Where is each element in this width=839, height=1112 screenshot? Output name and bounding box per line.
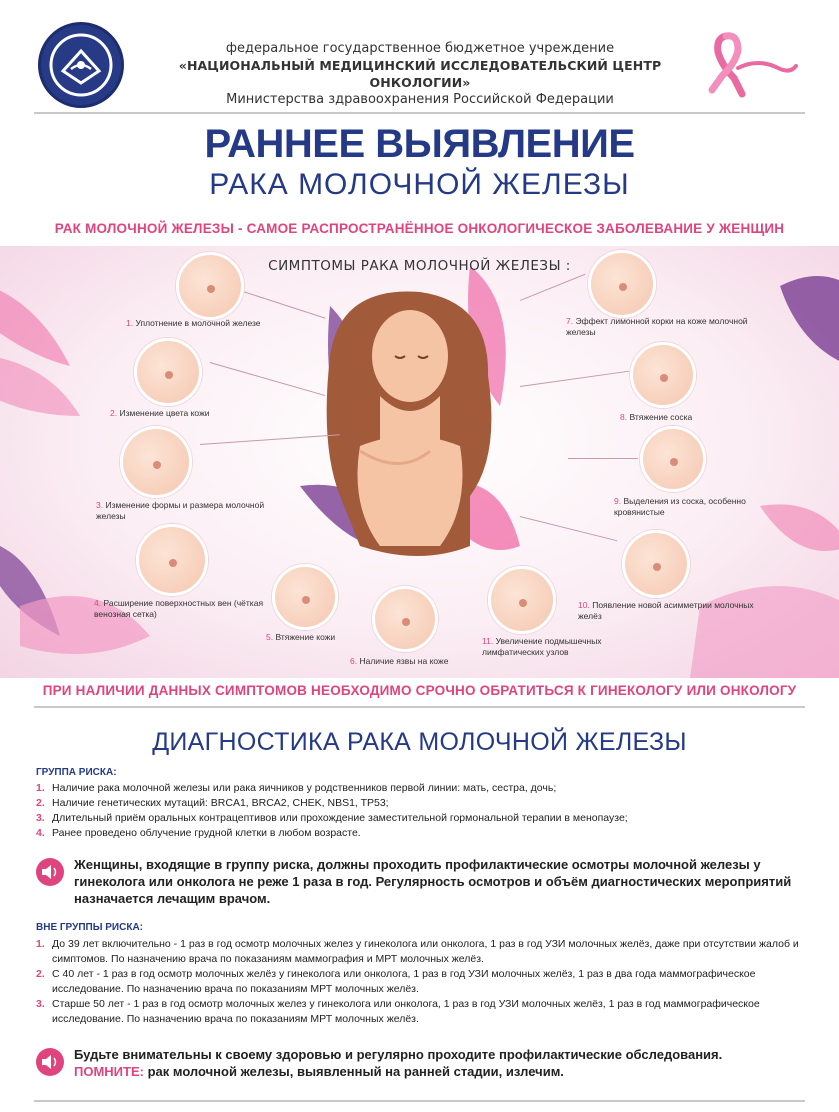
reminder-line2 (74, 1063, 804, 1080)
symptom-label-6: 6. Наличие язвы на коже (350, 656, 449, 666)
institution-logo-icon (38, 22, 124, 108)
symptoms-infographic (0, 246, 839, 678)
connector (568, 458, 638, 459)
risk-group-list (36, 781, 816, 841)
symptom-label-4: 4. Расширение поверхностных вен (чёткая венозная сетка) (94, 598, 264, 619)
footer-divider (34, 1100, 805, 1102)
symptom-label-7: 7. Эффект лимонной корки на коже молочной железы (566, 316, 748, 337)
speaker-icon (36, 858, 64, 886)
banner-bottom: ПРИ НАЛИЧИИ ДАННЫХ СИМПТОМОВ НЕОБХОДИМО СРОЧНО ОБРАТИТЬСЯ К ГИНЕКОЛОГУ ИЛИ ОНКОЛОГУ (42, 683, 797, 698)
reminder-callout-text (74, 1046, 804, 1080)
page-title: РАННЕЕ ВЫЯВЛЕНИЕ (204, 122, 635, 166)
symptoms-title: СИМПТОМЫ РАКА МОЛОЧНОЙ ЖЕЛЕЗЫ : (268, 258, 571, 274)
list-item: 1. До 39 лет включительно - 1 раз в год осмотр молочных желез у гинеколога или онколога, 1 раз в год УЗИ молочных желёз, даже при отсутствии жалоб и симптомов. По назначению врача по показаниям маммография и МРТ молочных желёз. (36, 938, 799, 965)
risk-group-heading: ГРУППА РИСКА: (36, 767, 117, 778)
symptom-image-5 (272, 564, 338, 630)
page-subtitle: РАКА МОЛОЧНОЙ ЖЕЛЕЗЫ (209, 168, 630, 201)
symptom-image-3 (120, 426, 192, 498)
institution-name (140, 40, 700, 108)
symptom-image-11 (488, 566, 556, 634)
list-item: 1. Наличие рака молочной железы или рака яичников у родственников первой линии: мать, сестра, дочь; (36, 782, 557, 794)
remember-label: ПОМНИТЕ: (74, 1064, 144, 1079)
reminder-callout (36, 1046, 806, 1090)
risk-group-callout (36, 856, 806, 912)
symptom-label-1: 1. Уплотнение в молочной железе (126, 318, 261, 328)
symptom-label-11: 11. Увеличение подмышечных лимфатических узлов (482, 636, 602, 657)
outside-group-heading: ВНЕ ГРУППЫ РИСКА: (36, 922, 143, 933)
diagnostics-title: ДИАГНОСТИКА РАКА МОЛОЧНОЙ ЖЕЛЕЗЫ (152, 728, 687, 756)
symptom-label-8: 8. Втяжение соска (620, 412, 693, 422)
symptom-label-10: 10. Появление новой асимметрии молочных желёз (578, 600, 754, 621)
list-item: 4. Ранее проведено облучение грудной клетки в любом возрасте. (36, 827, 361, 839)
symptom-image-10 (622, 530, 690, 598)
list-item: 2. Наличие генетических мутаций: BRCA1, BRCA2, CHEK, NBS1, TP53; (36, 797, 389, 809)
symptom-image-8 (630, 342, 696, 408)
institution-line1: федеральное государственное бюджетное учреждение (225, 41, 615, 56)
symptom-image-9 (640, 426, 706, 492)
symptom-label-3: 3. Изменение формы и размера молочной железы (96, 500, 265, 521)
outside-group-list (36, 937, 816, 1027)
symptom-label-2: 2. Изменение цвета кожи (110, 408, 210, 418)
header-divider (34, 112, 805, 114)
institution-line3: Министерства здравоохранения Российской Федерации (226, 92, 614, 107)
pink-ribbon-icon (698, 28, 798, 98)
banner-top: РАК МОЛОЧНОЙ ЖЕЛЕЗЫ - САМОЕ РАСПРОСТРАНЁННОЕ ОНКОЛОГИЧЕСКОЕ ЗАБОЛЕВАНИЕ У ЖЕНЩИН (54, 221, 785, 236)
symptom-image-7 (588, 250, 656, 318)
symptom-image-6 (372, 586, 438, 652)
list-item: 2. С 40 лет - 1 раз в год осмотр молочных желёз у гинеколога или онколога, 1 раз в год УЗИ молочных желёз, 1 раз в два года маммографическое исследование. По назначению врача по показаниям МРТ молочных желёз. (36, 968, 756, 995)
list-item: 3. Старше 50 лет - 1 раз в год осмотр молочных желез у гинеколога или онколога, 1 раз в год УЗИ молочных желёз, 1 раз в год маммографическое исследование. По назначению врача по показаниям МРТ молочных желёз. (36, 998, 760, 1025)
reminder-main: Будьте внимательны к своему здоровью и регулярно проходите профилактические обследования. (74, 1047, 723, 1062)
risk-group-callout-text: Женщины, входящие в группу риска, должны проходить профилактические осмотры молочной железы у гинеколога или онколога не реже 1 раза в год. Регулярность осмотров и объём диагностических мероприятий назначается лечащим врачом. (74, 857, 792, 906)
symptom-image-2 (134, 338, 202, 406)
list-item: 3. Длительный приём оральных контрацептивов или прохождение заместительной гормональной терапии в менопаузе; (36, 812, 628, 824)
remember-text: рак молочной железы, выявленный на ранней стадии, излечим. (143, 1064, 564, 1079)
symptom-label-9: 9. Выделения из соска, особенно кровянистые (614, 496, 746, 517)
section-divider (34, 706, 805, 708)
symptom-label-5: 5. Втяжение кожи (266, 632, 336, 642)
institution-line2: «НАЦИОНАЛЬНЫЙ МЕДИЦИНСКИЙ ИССЛЕДОВАТЕЛЬСКИЙ ЦЕНТР ОНКОЛОГИИ» (178, 58, 662, 90)
header (0, 0, 839, 112)
symptom-image-4 (136, 524, 208, 596)
symptom-image-1 (176, 252, 244, 320)
speaker-icon (36, 1048, 64, 1076)
